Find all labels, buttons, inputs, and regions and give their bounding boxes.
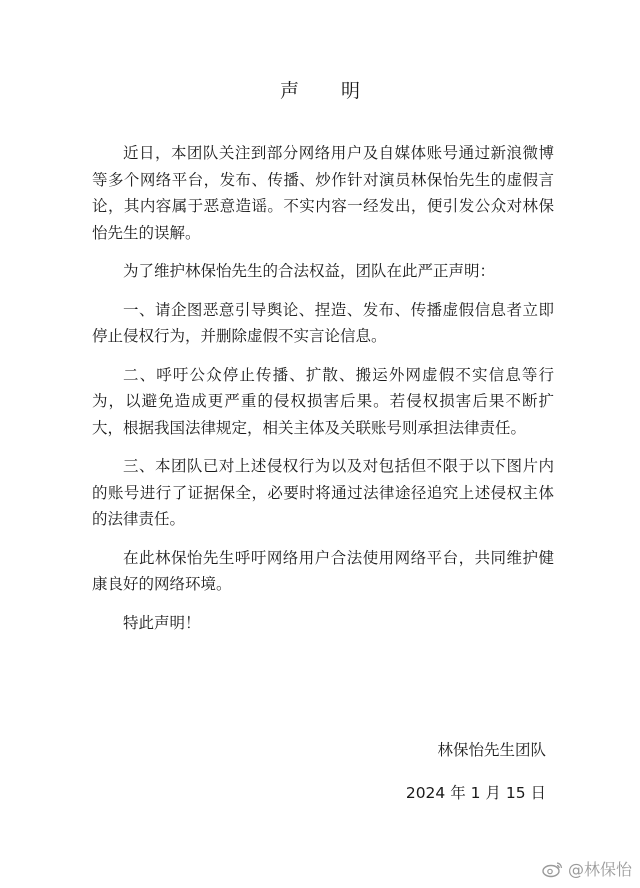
document-body [92, 140, 554, 648]
watermark-text: @林保怡 [567, 860, 632, 879]
paragraph-2: 为了维护林保怡先生的合法权益，团队在此严正声明： [123, 262, 496, 280]
paragraph-6: 在此林保怡先生呼吁网络用户合法使用网络平台，共同维护健康良好的网络环境。 [92, 548, 554, 593]
paragraph-5: 三、本团队已对上述侵权行为以及对包括但不限于以下图片内的账号进行了证据保全，必要时将通过法律途径追究上述侵权主体的法律责任。 [92, 457, 554, 528]
paragraph-7: 特此声明！ [123, 613, 201, 632]
paragraph-3: 一、请企图恶意引导舆论、捏造、发布、传播虚假信息者立即停止侵权行为，并删除虚假不实言论信息。 [92, 300, 554, 345]
weibo-watermark [542, 857, 632, 880]
signature: 林保怡先生团队 [437, 741, 546, 759]
paragraph-4: 二、呼吁公众停止传播、扩散、搬运外网虚假不实信息等行为，以避免造成更严重的侵权损害后果。若侵权损害后果不断扩大，根据我国法律规定，相关主体及关联账号则承担法律责任。 [92, 365, 554, 437]
weibo-logo-icon [542, 860, 564, 878]
signature-date: 2024 年 1 月 15 日 [405, 784, 546, 802]
document-title: 声 明 [279, 80, 379, 102]
paragraph-1: 近日，本团队关注到部分网络用户及自媒体账号通过新浪微博等多个网络平台，发布、传播、炒作针对演员林保怡先生的虚假言论，其内容属于恶意造谣。不实内容一经发出，便引发公众对林保怡先生的误解。 [92, 144, 554, 242]
